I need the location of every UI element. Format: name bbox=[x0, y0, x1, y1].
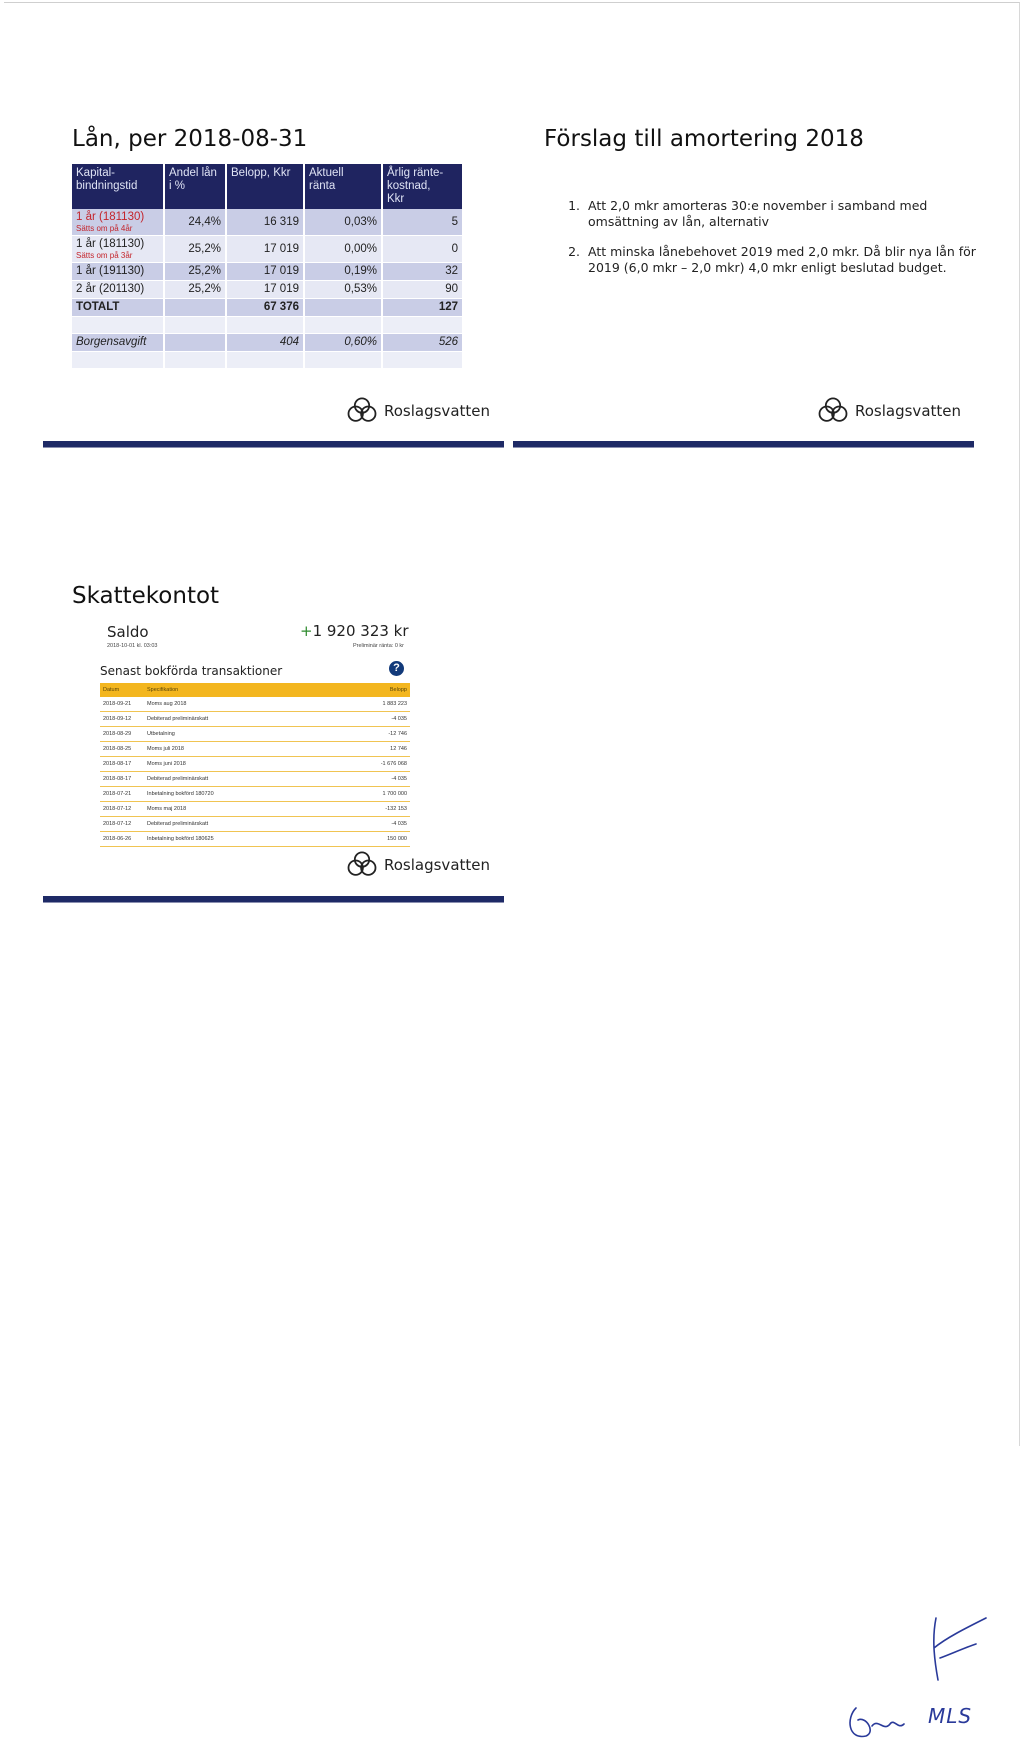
proposal-slide-title: Förslag till amortering 2018 bbox=[544, 126, 864, 152]
transactions-table bbox=[100, 683, 410, 847]
roslagsvatten-logo bbox=[815, 396, 961, 426]
loan-term: 1 år (191130) bbox=[72, 263, 164, 281]
col-header-amount: Belopp bbox=[389, 687, 407, 693]
loan-note: Sätts om på 4år bbox=[76, 224, 133, 233]
knot-logo-icon bbox=[815, 396, 851, 426]
loan-rate: 0,00% bbox=[304, 236, 382, 263]
saldo-date: 2018-10-01 kl. 03:03 bbox=[107, 643, 158, 649]
slide-rule bbox=[43, 896, 504, 902]
transaction-row bbox=[100, 757, 410, 772]
transaction-amount: 1 700 000 bbox=[382, 791, 407, 797]
loan-total-row bbox=[72, 299, 462, 317]
loan-rate: 0,53% bbox=[304, 281, 382, 299]
col-header-date: Datum bbox=[103, 687, 120, 693]
col-header-share: Andel lån i % bbox=[164, 164, 226, 209]
loan-row bbox=[72, 281, 462, 299]
transactions-body bbox=[100, 697, 410, 847]
loan-cost: 90 bbox=[382, 281, 462, 299]
transaction-row bbox=[100, 727, 410, 742]
signature-initials: MLS bbox=[928, 1704, 973, 1728]
transaction-amount: -1 676 068 bbox=[380, 761, 407, 767]
transaction-date: 2018-07-12 bbox=[103, 806, 132, 812]
roslagsvatten-logo bbox=[344, 396, 490, 426]
saldo-sign: + bbox=[300, 622, 313, 640]
preliminary-interest: Preliminär ränta: 0 kr bbox=[352, 643, 404, 649]
transaction-spec: Moms maj 2018 bbox=[147, 806, 187, 812]
slide-rule bbox=[43, 441, 504, 447]
knot-logo-icon bbox=[344, 396, 380, 426]
recent-transactions-title: Senast bokförda transaktioner bbox=[100, 664, 283, 678]
transaction-spec: Debiterad preliminärskatt bbox=[147, 776, 209, 782]
transaction-spec: Moms juni 2018 bbox=[147, 761, 186, 767]
loan-amount: 17 019 bbox=[226, 263, 304, 281]
guarantee-cost: 526 bbox=[382, 334, 462, 352]
loan-note: Sätts om på 3år bbox=[76, 251, 133, 260]
transaction-spec: Inbetalning bokförd 180625 bbox=[147, 836, 214, 842]
transaction-row bbox=[100, 787, 410, 802]
loan-term: 1 år (181130) Sätts om på 3år bbox=[72, 236, 164, 263]
loan-amount: 17 019 bbox=[226, 236, 304, 263]
guarantee-amount: 404 bbox=[226, 334, 304, 352]
transaction-date: 2018-09-21 bbox=[103, 701, 132, 707]
saldo-label: Saldo bbox=[107, 623, 149, 641]
col-header-cost: Årlig ränte- kostnad, Kkr bbox=[382, 164, 462, 209]
loan-share: 25,2% bbox=[164, 281, 226, 299]
loan-share: 25,2% bbox=[164, 263, 226, 281]
col-header-amount: Belopp, Kkr bbox=[226, 164, 304, 209]
transaction-date: 2018-08-17 bbox=[103, 776, 132, 782]
transaction-spec: Moms aug 2018 bbox=[147, 701, 187, 707]
transaction-row bbox=[100, 817, 410, 832]
loan-row bbox=[72, 209, 462, 236]
transaction-amount: -132 153 bbox=[385, 806, 407, 812]
loan-term: 1 år (181130) Sätts om på 4år bbox=[72, 209, 164, 236]
transaction-date: 2018-08-25 bbox=[103, 746, 132, 752]
transaction-amount: -12 746 bbox=[388, 731, 407, 737]
transaction-date: 2018-07-21 bbox=[103, 791, 132, 797]
loan-slide-title: Lån, per 2018-08-31 bbox=[72, 126, 308, 152]
loan-amount: 17 019 bbox=[226, 281, 304, 299]
transaction-amount: 1 883 223 bbox=[382, 701, 407, 707]
transaction-row bbox=[100, 712, 410, 727]
transaction-row bbox=[100, 832, 410, 847]
transaction-amount: -4 035 bbox=[391, 821, 407, 827]
transaction-row bbox=[100, 742, 410, 757]
roslagsvatten-logo bbox=[344, 850, 490, 880]
loan-amount: 16 319 bbox=[226, 209, 304, 236]
transaction-amount: 150 000 bbox=[387, 836, 407, 842]
proposal-list bbox=[562, 198, 984, 290]
help-icon[interactable]: ? bbox=[389, 661, 404, 676]
loan-term: 2 år (201130) bbox=[72, 281, 164, 299]
transaction-amount: 12 746 bbox=[390, 746, 407, 752]
col-header-spec: Specifikation bbox=[147, 687, 179, 693]
transaction-date: 2018-06-26 bbox=[103, 836, 132, 842]
transaction-spec: Utbetalning bbox=[147, 731, 175, 737]
proposal-item: 1. Att 2,0 mkr amorteras 30:e november i samband med omsättning av lån, alternativ bbox=[584, 198, 984, 230]
transaction-amount: -4 035 bbox=[391, 716, 407, 722]
col-header-rate: Aktuell ränta bbox=[304, 164, 382, 209]
loan-cost: 5 bbox=[382, 209, 462, 236]
total-cost: 127 bbox=[382, 299, 462, 317]
tax-slide-title: Skattekontot bbox=[72, 583, 220, 609]
loan-share: 25,2% bbox=[164, 236, 226, 263]
loan-rate: 0,19% bbox=[304, 263, 382, 281]
brand-name: Roslagsvatten bbox=[384, 856, 491, 874]
guarantee-rate: 0,60% bbox=[304, 334, 382, 352]
transaction-row bbox=[100, 772, 410, 787]
brand-name: Roslagsvatten bbox=[855, 402, 962, 420]
transactions-header bbox=[100, 683, 410, 697]
transaction-date: 2018-07-12 bbox=[103, 821, 132, 827]
transaction-spec: Debiterad preliminärskatt bbox=[147, 821, 209, 827]
loan-cost: 32 bbox=[382, 263, 462, 281]
guarantee-label: Borgensavgift bbox=[72, 334, 164, 352]
transaction-spec: Moms juli 2018 bbox=[147, 746, 184, 752]
transaction-date: 2018-09-12 bbox=[103, 716, 132, 722]
loan-share: 24,4% bbox=[164, 209, 226, 236]
loan-row bbox=[72, 263, 462, 281]
transaction-spec: Inbetalning bokförd 180720 bbox=[147, 791, 214, 797]
transaction-spec: Debiterad preliminärskatt bbox=[147, 716, 209, 722]
col-header-term: Kapital- bindningstid bbox=[72, 164, 164, 209]
proposal-item: 2. Att minska lånebehovet 2019 med 2,0 mkr. Då blir nya lån för 2019 (6,0 mkr – 2,0 mkr) 4,0 mkr enligt beslutad budget. bbox=[584, 244, 984, 276]
slide-rule bbox=[513, 441, 974, 447]
loan-row bbox=[72, 236, 462, 263]
transaction-date: 2018-08-29 bbox=[103, 731, 132, 737]
loan-rate: 0,03% bbox=[304, 209, 382, 236]
guarantee-row bbox=[72, 334, 462, 352]
transaction-row bbox=[100, 802, 410, 817]
total-label: TOTALT bbox=[72, 299, 164, 317]
knot-logo-icon bbox=[344, 850, 380, 880]
saldo-amount: +1 920 323 kr bbox=[300, 622, 409, 640]
loan-cost: 0 bbox=[382, 236, 462, 263]
total-amount: 67 376 bbox=[226, 299, 304, 317]
loan-table bbox=[72, 164, 462, 369]
transaction-amount: -4 035 bbox=[391, 776, 407, 782]
brand-name: Roslagsvatten bbox=[384, 402, 491, 420]
transaction-row bbox=[100, 697, 410, 712]
transaction-date: 2018-08-17 bbox=[103, 761, 132, 767]
loan-table-header bbox=[72, 164, 462, 209]
